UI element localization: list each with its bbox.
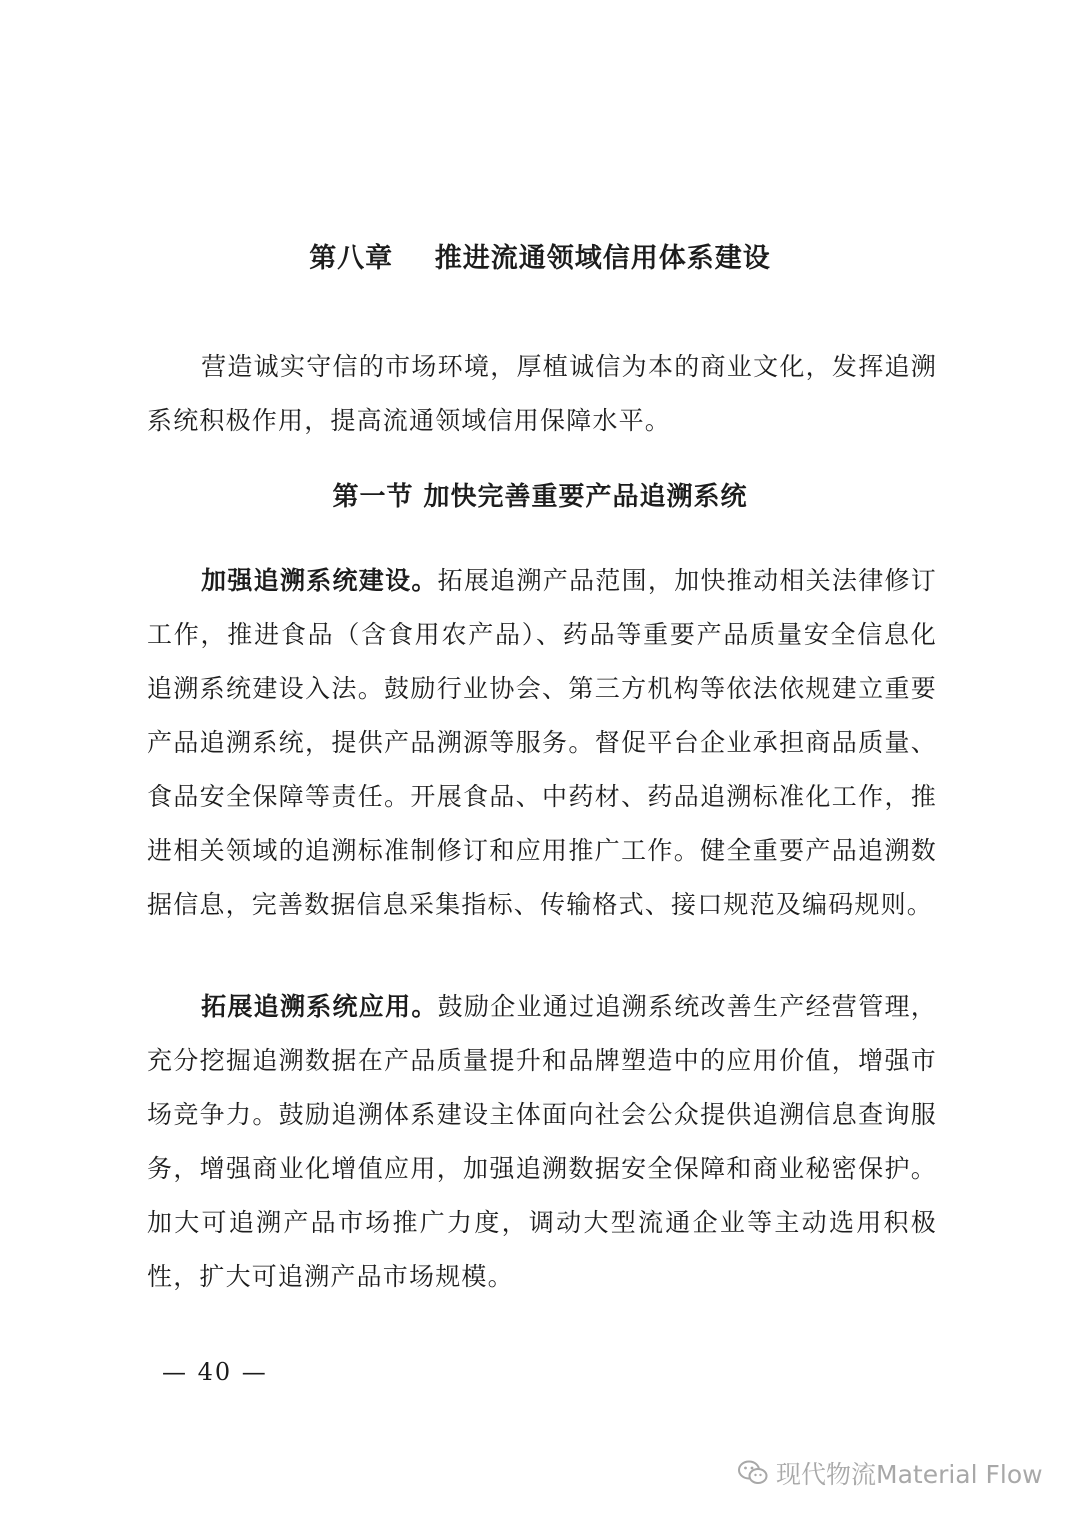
paragraph-lead: 拓展追溯系统应用。 xyxy=(201,992,438,1021)
chapter-name: 推进流通领域信用体系建设 xyxy=(434,243,771,274)
wechat-icon xyxy=(738,1460,768,1486)
paragraph-expand-application xyxy=(147,980,937,1304)
paragraph-lead: 加强追溯系统建设。 xyxy=(201,566,438,595)
section-title: 第一节 加快完善重要产品追溯系统 xyxy=(332,482,748,512)
watermark-text: 现代物流Material Flow xyxy=(776,1460,1043,1489)
watermark xyxy=(738,1455,1043,1491)
paragraph-text: 拓展追溯产品范围，加快推动相关法律修订工作，推进食品（含食用农产品）、药品等重要产品质量安全信息化追溯系统建设入法。鼓励行业协会、第三方机构等依法依规建立重要产品追溯系统，提供产品溯源等服务。督促平台企业承担商品质量、食品安全保障等责任。开展食品、中药材、药品追溯标准化工作，推进相关领域的追溯标准制修订和应用推广工作。健全重要产品追溯数据信息，完善数据信息采集指标、传输格式、接口规范及编码规则。 xyxy=(147,566,937,919)
paragraph-text: 鼓励企业通过追溯系统改善生产经营管理，充分挖掘追溯数据在产品质量提升和品牌塑造中的应用价值，增强市场竞争力。鼓励追溯体系建设主体面向社会公众提供追溯信息查询服务，增强商业化增值应用，加强追溯数据安全保障和商业秘密保护。加大可追溯产品市场推广力度，调动大型流通企业等主动选用积极性，扩大可追溯产品市场规模。 xyxy=(147,992,937,1291)
chapter-title xyxy=(0,236,1080,275)
chapter-number: 第八章 xyxy=(309,243,394,274)
page-number: — 40 — xyxy=(162,1358,268,1386)
paragraph-strengthen-traceability xyxy=(147,554,937,932)
intro-paragraph xyxy=(147,340,937,448)
intro-text: 营造诚实守信的市场环境，厚植诚信为本的商业文化，发挥追溯系统积极作用，提高流通领域信用保障水平。 xyxy=(147,352,937,435)
